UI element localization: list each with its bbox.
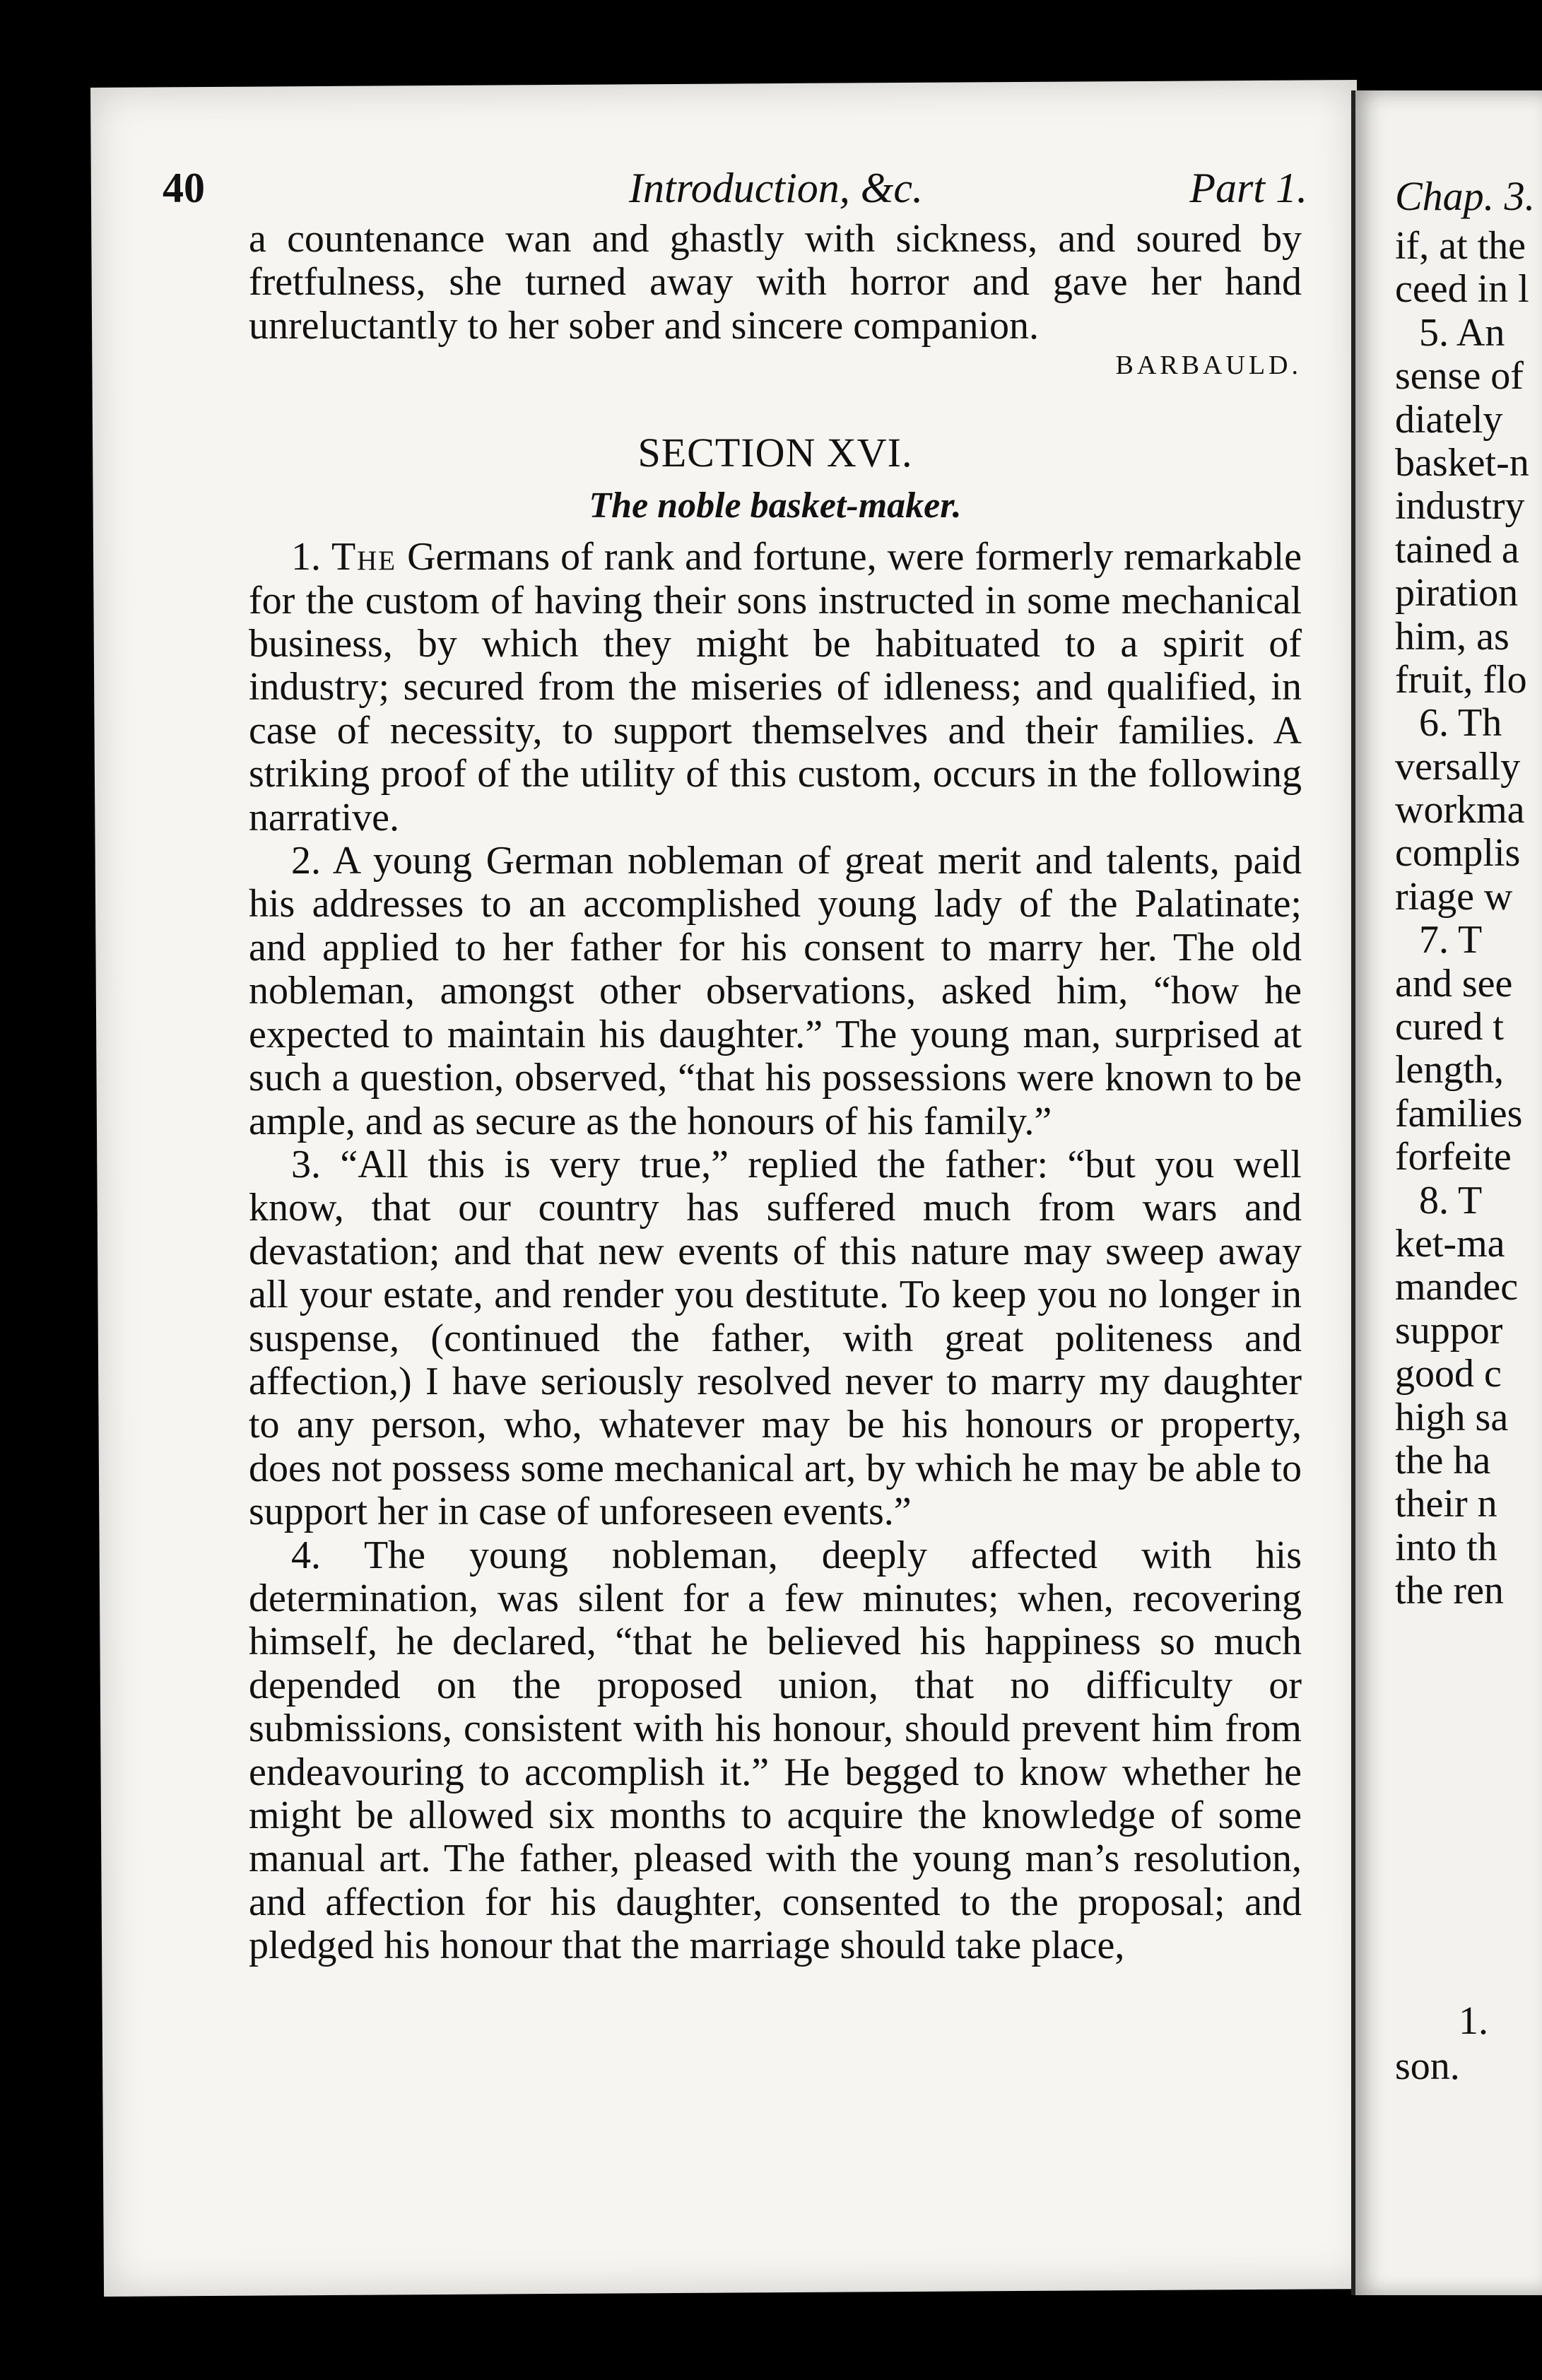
- facing-page-lines: [1395, 225, 1535, 1613]
- facing-page-line: sense of: [1395, 354, 1524, 399]
- facing-page-line: if, at the: [1395, 224, 1526, 268]
- paragraph-3: [249, 1143, 1302, 1534]
- facing-page-line: him, as: [1395, 614, 1509, 659]
- facing-page-header: Chap. 3.: [1395, 173, 1536, 219]
- paragraph-text: A young German nobleman of great merit and talents, paid his addresses to an accomplished young lady of the Palatinate; and applied to her father for his consent to marry her. The old nobleman, amongst other observations, asked him, “how he expected to maintain his daughter.” The young man, surprised at such a question, observed, “that his possessions were known to be ample, and as secure as the honours of his family.”: [249, 839, 1302, 1143]
- facing-page-line: into th: [1395, 1525, 1497, 1569]
- facing-page-line: tained a: [1395, 527, 1519, 572]
- facing-page-line: mandec: [1395, 1265, 1519, 1309]
- facing-page-line: piration: [1395, 571, 1519, 615]
- running-header: [163, 164, 1307, 220]
- facing-page-line: basket-n: [1395, 440, 1529, 485]
- facing-page-line: 8. T: [1419, 1178, 1483, 1223]
- facing-page-line: suppor: [1395, 1308, 1503, 1353]
- facing-page-line: workma: [1395, 788, 1525, 832]
- facing-page-line: industry: [1395, 484, 1525, 529]
- paragraph-number: 4.: [291, 1533, 321, 1577]
- facing-page-line: fruit, flo: [1395, 657, 1527, 702]
- facing-page-footer-word: son.: [1395, 2044, 1460, 2088]
- facing-page-line: ket-ma: [1395, 1221, 1505, 1266]
- paragraph-1: [249, 536, 1302, 840]
- page-body: [249, 218, 1302, 1968]
- facing-page-footer-number: 1.: [1459, 1999, 1488, 2043]
- running-title: Introduction, &c.: [629, 165, 924, 211]
- facing-page-line: the ren: [1395, 1569, 1504, 1613]
- part-label: Part 1.: [1189, 165, 1307, 211]
- facing-page-text: [1395, 168, 1535, 1613]
- facing-page-line: their n: [1395, 1482, 1497, 1526]
- facing-page-line: complis: [1395, 831, 1521, 876]
- facing-page-line: versally: [1395, 744, 1521, 789]
- paragraph-4: [249, 1534, 1302, 1968]
- facing-page-line: cured t: [1395, 1005, 1504, 1049]
- paragraph-number: 2.: [291, 839, 321, 883]
- section-heading: SECTION XVI.: [637, 430, 913, 476]
- paragraph-lead-word: The: [331, 535, 397, 579]
- facing-page-line: high sa: [1395, 1395, 1509, 1439]
- facing-page-footer: [1395, 1998, 1488, 2089]
- facing-page-line: families: [1395, 1091, 1523, 1136]
- page-number: 40: [163, 165, 205, 211]
- facing-page-line: good c: [1395, 1352, 1502, 1396]
- section-subtitle: The noble basket-maker.: [589, 485, 962, 526]
- facing-page-line: diately: [1395, 397, 1503, 442]
- facing-page-line: 5. An: [1419, 310, 1505, 355]
- paragraph-number: 3.: [291, 1142, 321, 1186]
- paragraph-number: 1.: [291, 535, 321, 579]
- facing-page-line: ceed in l: [1395, 267, 1529, 312]
- facing-page-line: forfeite: [1395, 1135, 1512, 1179]
- paragraph-text: Germans of rank and fortune, were formerly remarkable for the custom of having their sons instructed in some mechanical business, by which they might be habituated to a spirit of industry; secured from the miseries of idleness; and qualified, in case of necessity, to support themselves and their families. A striking proof of the utility of this custom, occurs in the following narrative.: [249, 535, 1302, 840]
- facing-page-line: and see: [1395, 961, 1513, 1006]
- facing-page: [1351, 90, 1542, 2295]
- facing-page-line: the ha: [1395, 1438, 1491, 1483]
- facing-page-line: 6. Th: [1419, 701, 1502, 746]
- facing-page-line: length,: [1395, 1048, 1504, 1092]
- paragraph-text: The young nobleman, deeply affected with his determination, was silent for a few minutes; when, recovering himself, he declared, “that he believed his happiness so much depended on the proposed union, that no difficulty or submissions, consistent with his honour, should prevent him from endeavouring to accomplish it.” He begged to know whether he might be allowed six months to acquire the knowledge of some manual art. The father, pleased with the young man’s resolution, and affection for his daughter, consented to the proposal; and pledged his honour that the marriage should take place,: [249, 1533, 1302, 1968]
- paragraph-2: [249, 840, 1302, 1143]
- facing-page-line: riage w: [1395, 874, 1513, 919]
- facing-page-line: 7. T: [1419, 918, 1483, 962]
- author-attribution: BARBAULD.: [1115, 350, 1302, 381]
- previous-section-text: a countenance wan and ghastly with sickness, and soured by fretfulness, she turned away with horror and gave her hand unreluctantly to her sober and sincere companion.: [249, 217, 1302, 348]
- paragraph-text: “All this is very true,” replied the father: “but you well know, that our country has suffered much from wars and devastation; and that new events of this nature may sweep away all your estate, and render you destitute. To keep you no longer in suspense, (continued the father, with great politeness and affection,) I have seriously resolved never to marry my daughter to any person, who, whatever may be his honours or property, does not possess some mechanical art, by which he may be able to support her in case of unforeseen events.”: [249, 1142, 1302, 1534]
